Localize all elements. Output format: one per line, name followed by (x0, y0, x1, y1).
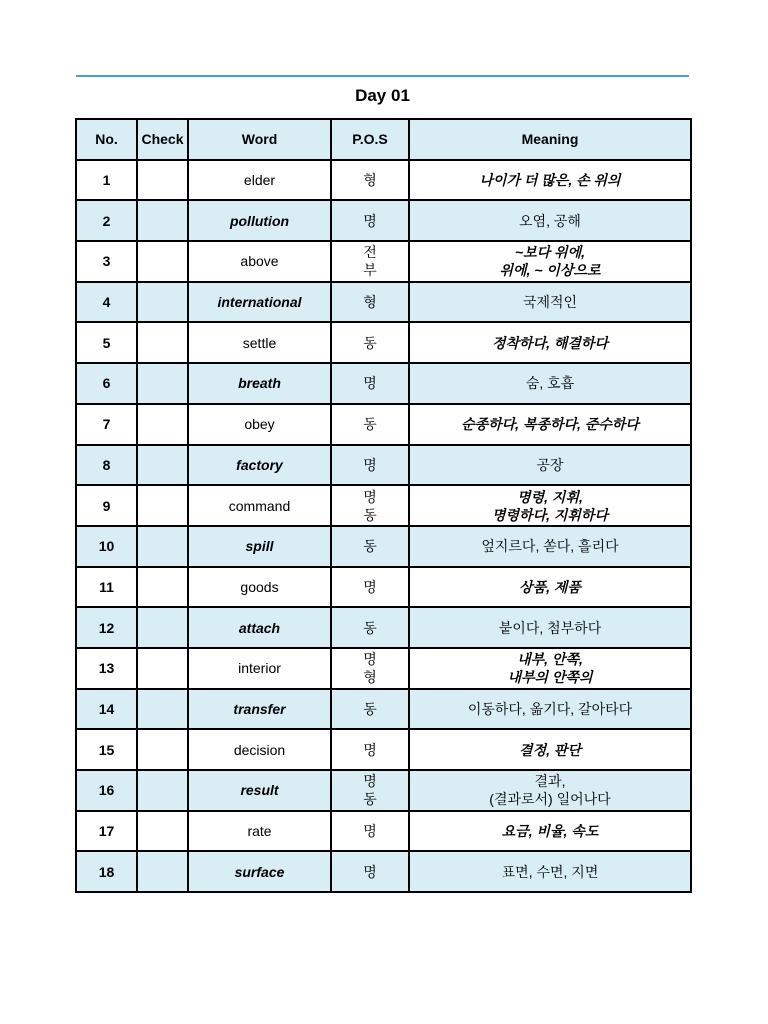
meaning-line: 명령하다, 지휘하다 (492, 506, 608, 523)
pos-cell (331, 445, 409, 486)
check-cell[interactable] (137, 770, 188, 811)
row-number: 7 (76, 404, 137, 445)
meaning-cell (409, 729, 691, 770)
check-cell[interactable] (137, 689, 188, 730)
meaning-line: 요금, 비율, 속도 (501, 823, 599, 840)
meaning-cell (409, 851, 691, 892)
check-cell[interactable] (137, 811, 188, 852)
table-row (76, 322, 691, 363)
meaning-line: 붙이다, 첨부하다 (498, 619, 602, 636)
meaning-line: 내부의 안쪽의 (507, 669, 593, 686)
check-cell[interactable] (137, 322, 188, 363)
meaning-cell (409, 404, 691, 445)
check-cell[interactable] (137, 526, 188, 567)
check-cell[interactable] (137, 200, 188, 241)
row-number: 5 (76, 322, 137, 363)
table-row (76, 729, 691, 770)
check-cell[interactable] (137, 729, 188, 770)
pos-cell (331, 770, 409, 811)
table-row (76, 445, 691, 486)
table-row (76, 851, 691, 892)
row-number: 4 (76, 282, 137, 323)
meaning-line: 내부, 안쪽, (517, 651, 583, 668)
table-row (76, 200, 691, 241)
check-cell[interactable] (137, 607, 188, 648)
word-cell: rate (188, 811, 331, 852)
meaning-cell (409, 282, 691, 323)
row-number: 14 (76, 689, 137, 730)
row-number: 10 (76, 526, 137, 567)
meaning-line: ~보다 위에, (514, 244, 586, 261)
check-cell[interactable] (137, 648, 188, 689)
check-cell[interactable] (137, 282, 188, 323)
meaning-cell (409, 567, 691, 608)
pos-cell (331, 851, 409, 892)
word-cell: spill (188, 526, 331, 567)
row-number: 9 (76, 485, 137, 526)
pos-label: 명 (363, 773, 377, 790)
pos-label: 명 (363, 375, 377, 392)
header-check: Check (137, 119, 188, 160)
pos-label: 부 (363, 262, 377, 279)
word-cell: pollution (188, 200, 331, 241)
pos-label: 동 (363, 416, 377, 433)
row-number: 8 (76, 445, 137, 486)
row-number: 13 (76, 648, 137, 689)
pos-label: 명 (363, 212, 377, 229)
pos-label: 명 (363, 651, 377, 668)
top-rule (76, 75, 689, 77)
pos-label: 명 (363, 488, 377, 505)
meaning-line: (결과로서) 일어나다 (489, 791, 611, 808)
row-number: 1 (76, 160, 137, 201)
pos-cell (331, 282, 409, 323)
table-row (76, 363, 691, 404)
word-cell: decision (188, 729, 331, 770)
pos-label: 동 (363, 619, 377, 636)
meaning-cell (409, 485, 691, 526)
meaning-line: 이동하다, 옮기다, 갈아타다 (467, 700, 633, 717)
pos-label: 형 (363, 172, 377, 189)
meaning-line: 결과, (534, 773, 566, 790)
pos-label: 동 (363, 538, 377, 555)
meaning-line: 표면, 수면, 지면 (501, 863, 599, 880)
row-number: 17 (76, 811, 137, 852)
row-number: 15 (76, 729, 137, 770)
check-cell[interactable] (137, 485, 188, 526)
meaning-line: 순종하다, 복종하다, 준수하다 (461, 416, 639, 433)
meaning-line: 결정, 판단 (519, 741, 581, 758)
pos-cell (331, 485, 409, 526)
page-title: Day 01 (355, 86, 410, 105)
check-cell[interactable] (137, 363, 188, 404)
row-number: 11 (76, 567, 137, 608)
meaning-cell (409, 526, 691, 567)
pos-label: 전 (363, 244, 377, 261)
word-cell: command (188, 485, 331, 526)
word-cell: international (188, 282, 331, 323)
pos-label: 명 (363, 741, 377, 758)
meaning-cell (409, 363, 691, 404)
check-cell[interactable] (137, 567, 188, 608)
meaning-cell (409, 200, 691, 241)
row-number: 16 (76, 770, 137, 811)
word-cell: result (188, 770, 331, 811)
pos-cell (331, 811, 409, 852)
meaning-line: 숨, 호흡 (525, 375, 575, 392)
pos-cell (331, 200, 409, 241)
word-cell: obey (188, 404, 331, 445)
pos-cell (331, 689, 409, 730)
word-cell: factory (188, 445, 331, 486)
meaning-line: 위에, ~ 이상으로 (499, 262, 601, 279)
word-cell: breath (188, 363, 331, 404)
meaning-cell (409, 689, 691, 730)
table-row (76, 770, 691, 811)
table-row (76, 282, 691, 323)
pos-label: 동 (363, 334, 377, 351)
check-cell[interactable] (137, 160, 188, 201)
meaning-line: 국제적인 (522, 294, 578, 311)
check-cell[interactable] (137, 851, 188, 892)
pos-cell (331, 729, 409, 770)
header-row (76, 119, 691, 160)
pos-label: 동 (363, 791, 377, 808)
pos-cell (331, 241, 409, 282)
pos-label: 명 (363, 863, 377, 880)
table-row (76, 689, 691, 730)
meaning-cell (409, 322, 691, 363)
table-row (76, 485, 691, 526)
meaning-cell (409, 648, 691, 689)
header-word: Word (188, 119, 331, 160)
row-number: 18 (76, 851, 137, 892)
meaning-line: 공장 (536, 456, 564, 473)
meaning-line: 정착하다, 해결하다 (492, 334, 608, 351)
meaning-line: 엎지르다, 쏟다, 흘리다 (481, 538, 619, 555)
pos-label: 동 (363, 506, 377, 523)
pos-cell (331, 322, 409, 363)
meaning-cell (409, 241, 691, 282)
word-cell: elder (188, 160, 331, 201)
meaning-line: 명령, 지휘, (517, 488, 583, 505)
pos-cell (331, 363, 409, 404)
meaning-line: 나이가 더 많은, 손 위의 (479, 172, 621, 189)
table-row (76, 811, 691, 852)
pos-label: 형 (363, 294, 377, 311)
pos-cell (331, 567, 409, 608)
pos-label: 동 (363, 700, 377, 717)
meaning-cell (409, 811, 691, 852)
meaning-line: 오염, 공해 (519, 212, 581, 229)
vocabulary-table (75, 118, 692, 893)
table-row (76, 567, 691, 608)
pos-label: 명 (363, 823, 377, 840)
header-meaning: Meaning (409, 119, 691, 160)
check-cell[interactable] (137, 404, 188, 445)
header-no: No. (76, 119, 137, 160)
table-row (76, 160, 691, 201)
word-cell: settle (188, 322, 331, 363)
pos-cell (331, 404, 409, 445)
check-cell[interactable] (137, 445, 188, 486)
pos-cell (331, 160, 409, 201)
check-cell[interactable] (137, 241, 188, 282)
row-number: 2 (76, 200, 137, 241)
meaning-cell (409, 160, 691, 201)
table-row (76, 404, 691, 445)
pos-label: 명 (363, 456, 377, 473)
meaning-cell (409, 445, 691, 486)
pos-cell (331, 526, 409, 567)
row-number: 6 (76, 363, 137, 404)
pos-label: 명 (363, 578, 377, 595)
word-cell: goods (188, 567, 331, 608)
table-row (76, 241, 691, 282)
word-cell: above (188, 241, 331, 282)
word-cell: surface (188, 851, 331, 892)
table-row (76, 648, 691, 689)
header-pos: P.O.S (331, 119, 409, 160)
row-number: 3 (76, 241, 137, 282)
row-number: 12 (76, 607, 137, 648)
table-row (76, 526, 691, 567)
pos-cell (331, 648, 409, 689)
meaning-cell (409, 607, 691, 648)
word-cell: transfer (188, 689, 331, 730)
meaning-cell (409, 770, 691, 811)
meaning-line: 상품, 제품 (519, 578, 581, 595)
table-row (76, 607, 691, 648)
pos-label: 형 (363, 669, 377, 686)
word-cell: interior (188, 648, 331, 689)
word-cell: attach (188, 607, 331, 648)
pos-cell (331, 607, 409, 648)
